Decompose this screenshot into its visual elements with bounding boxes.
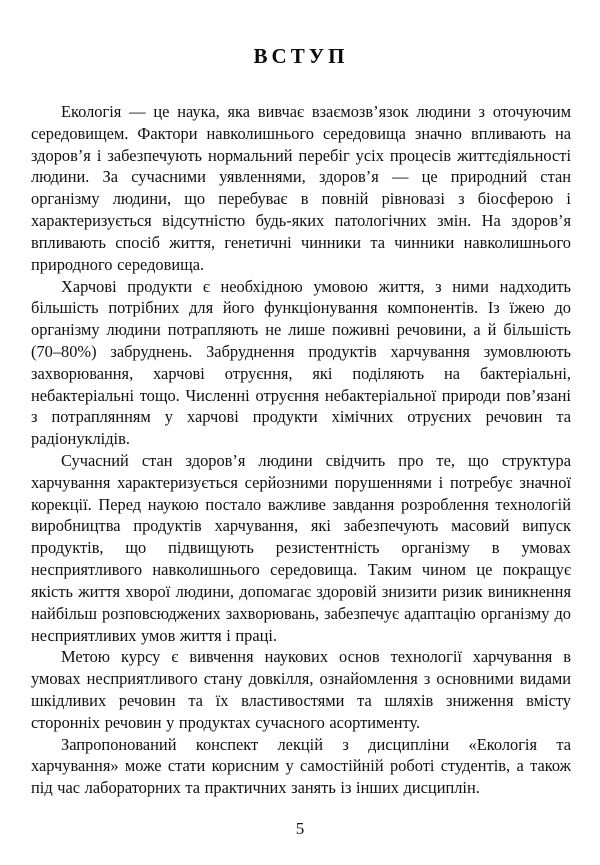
paragraph: Екологія — це наука, яка вивчає взаємозв’язок людини з оточуючим середовищем. Фактори навколишнього середовища значно впливають на здоров’я і забезпечують нормальний перебіг усіх процесів життєдіяльності людини. За сучасними уявленнями, здоров’я — це природний стан організму людини, що перебуває в повній рівновазі з біосферою і характеризується відсутністю будь-яких патологічних змін. На здоров’я впливають спосіб життя, генетичні чинники та чинники навколишнього природного середовища. — [31, 102, 571, 274]
paragraph: Метою курсу є вивчення наукових основ технології харчування в умовах несприятливого стану довкілля, ознайомлення з основними видами шкідливих речовин та їх властивостями та шляхів зниження вмісту сторонніх речовин у продуктах сучасного асортименту. — [31, 647, 571, 732]
paragraph: Харчові продукти є необхідною умовою життя, з ними надходить більшість потрібних для його функціонування компонентів. Із їжею до організму людини потрапляють не лише поживні речовини, а й більшість (70–80%) забруднень. Забруднення продуктів харчування зумовлюють захворювання, харчові отруєння, які поділяють на бактеріальні, небактеріальні тощо. Численні отруєння небактеріальної природи пов’язані з потраплянням у харчові продукти хімічних отруєних речовин та радіонуклідів. — [31, 276, 571, 449]
paragraph: Запропонований конспект лекцій з дисципліни «Екологія та харчування» може стати корисним у самостійній роботі студентів, а також під час лабораторних та практичних занять із інших дисциплін. — [31, 734, 571, 798]
page-title: ВСТУП — [253, 44, 349, 68]
body-text — [31, 101, 571, 799]
paragraph: Сучасний стан здоров’я людини свідчить про те, що структура харчування характеризується серйозними порушеннями і потребує значної корекції. Перед наукою постало важливе завдання розроблення технологій виробництва продуктів харчування, які забезпечують масовий випуск продуктів, що підвищують резистентність організму в умовах несприятливого навколишнього середовища. Таким чином це покращує якість життя хворої людини, допомагає здоровій знизити ризик виникнення найбільш розповсюджених захворювань, забезпечує адаптацію організму до несприятливих умов життя і праці. — [31, 451, 571, 645]
page-number: 5 — [295, 819, 305, 838]
